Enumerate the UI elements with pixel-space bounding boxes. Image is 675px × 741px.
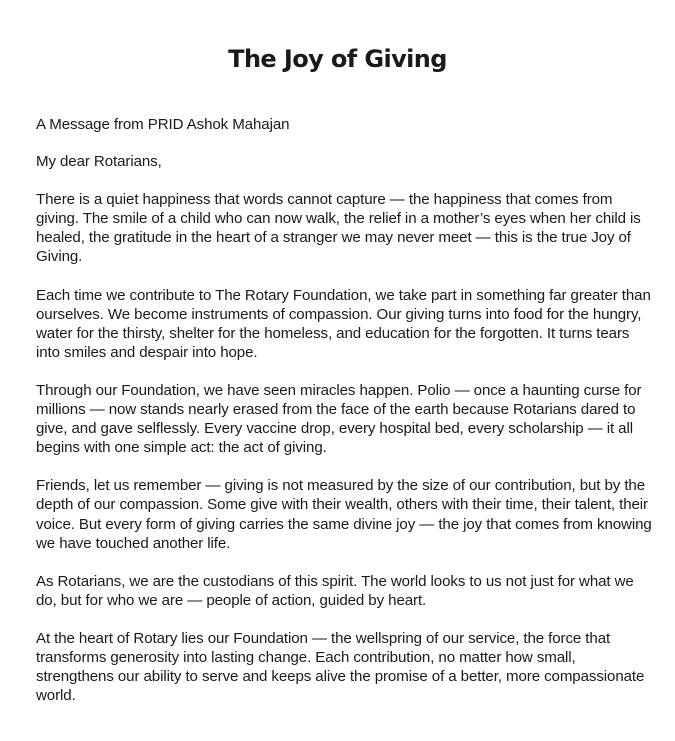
paragraph: Friends, let us remember — giving is not measured by the size of our contribution, but by the depth of our compassion. Some give with their wealth, others with their time, their talent, their voice. But every form of giving carries the same divine joy — the joy that comes from knowing we have touched another life.: [36, 477, 652, 552]
document-title: The Joy of Giving: [228, 45, 447, 73]
document-body: [36, 115, 656, 724]
paragraph: Each time we contribute to The Rotary Foundation, we take part in something far greater than ourselves. We become instruments of compassion. Our giving turns into food for the hungry, water for the thirsty, shelter for the homeless, and education for the forgotten. It turns tears into smiles and despair into hope.: [36, 286, 651, 361]
paragraph: Through our Foundation, we have seen miracles happen. Polio — once a haunting curse for millions — now stands nearly erased from the face of the earth because Rotarians dared to give, and gave selflessly. Every vaccine drop, every hospital bed, every scholarship — it all begins with one simple act: the act of giving.: [36, 381, 642, 457]
salutation: My dear Rotarians,: [36, 153, 162, 171]
paragraph: At the heart of Rotary lies our Foundation — the wellspring of our service, the force that transforms generosity into lasting change. Each contribution, no matter how small, strengthens our ability to serve and keeps alive the promise of a better, more compassionate world.: [36, 629, 645, 705]
byline: A Message from PRID Ashok Mahajan: [36, 116, 290, 133]
paragraph: As Rotarians, we are the custodians of this spirit. The world looks to us not just for what we do, but for who we are — people of action, guided by heart.: [36, 572, 634, 609]
paragraph: There is a quiet happiness that words cannot capture — the happiness that comes from giving. The smile of a child who can now walk, the relief in a mother’s eyes when her child is healed, the gratitude in the heart of a stranger we may never meet — this is the true Joy of Giving.: [36, 191, 641, 266]
